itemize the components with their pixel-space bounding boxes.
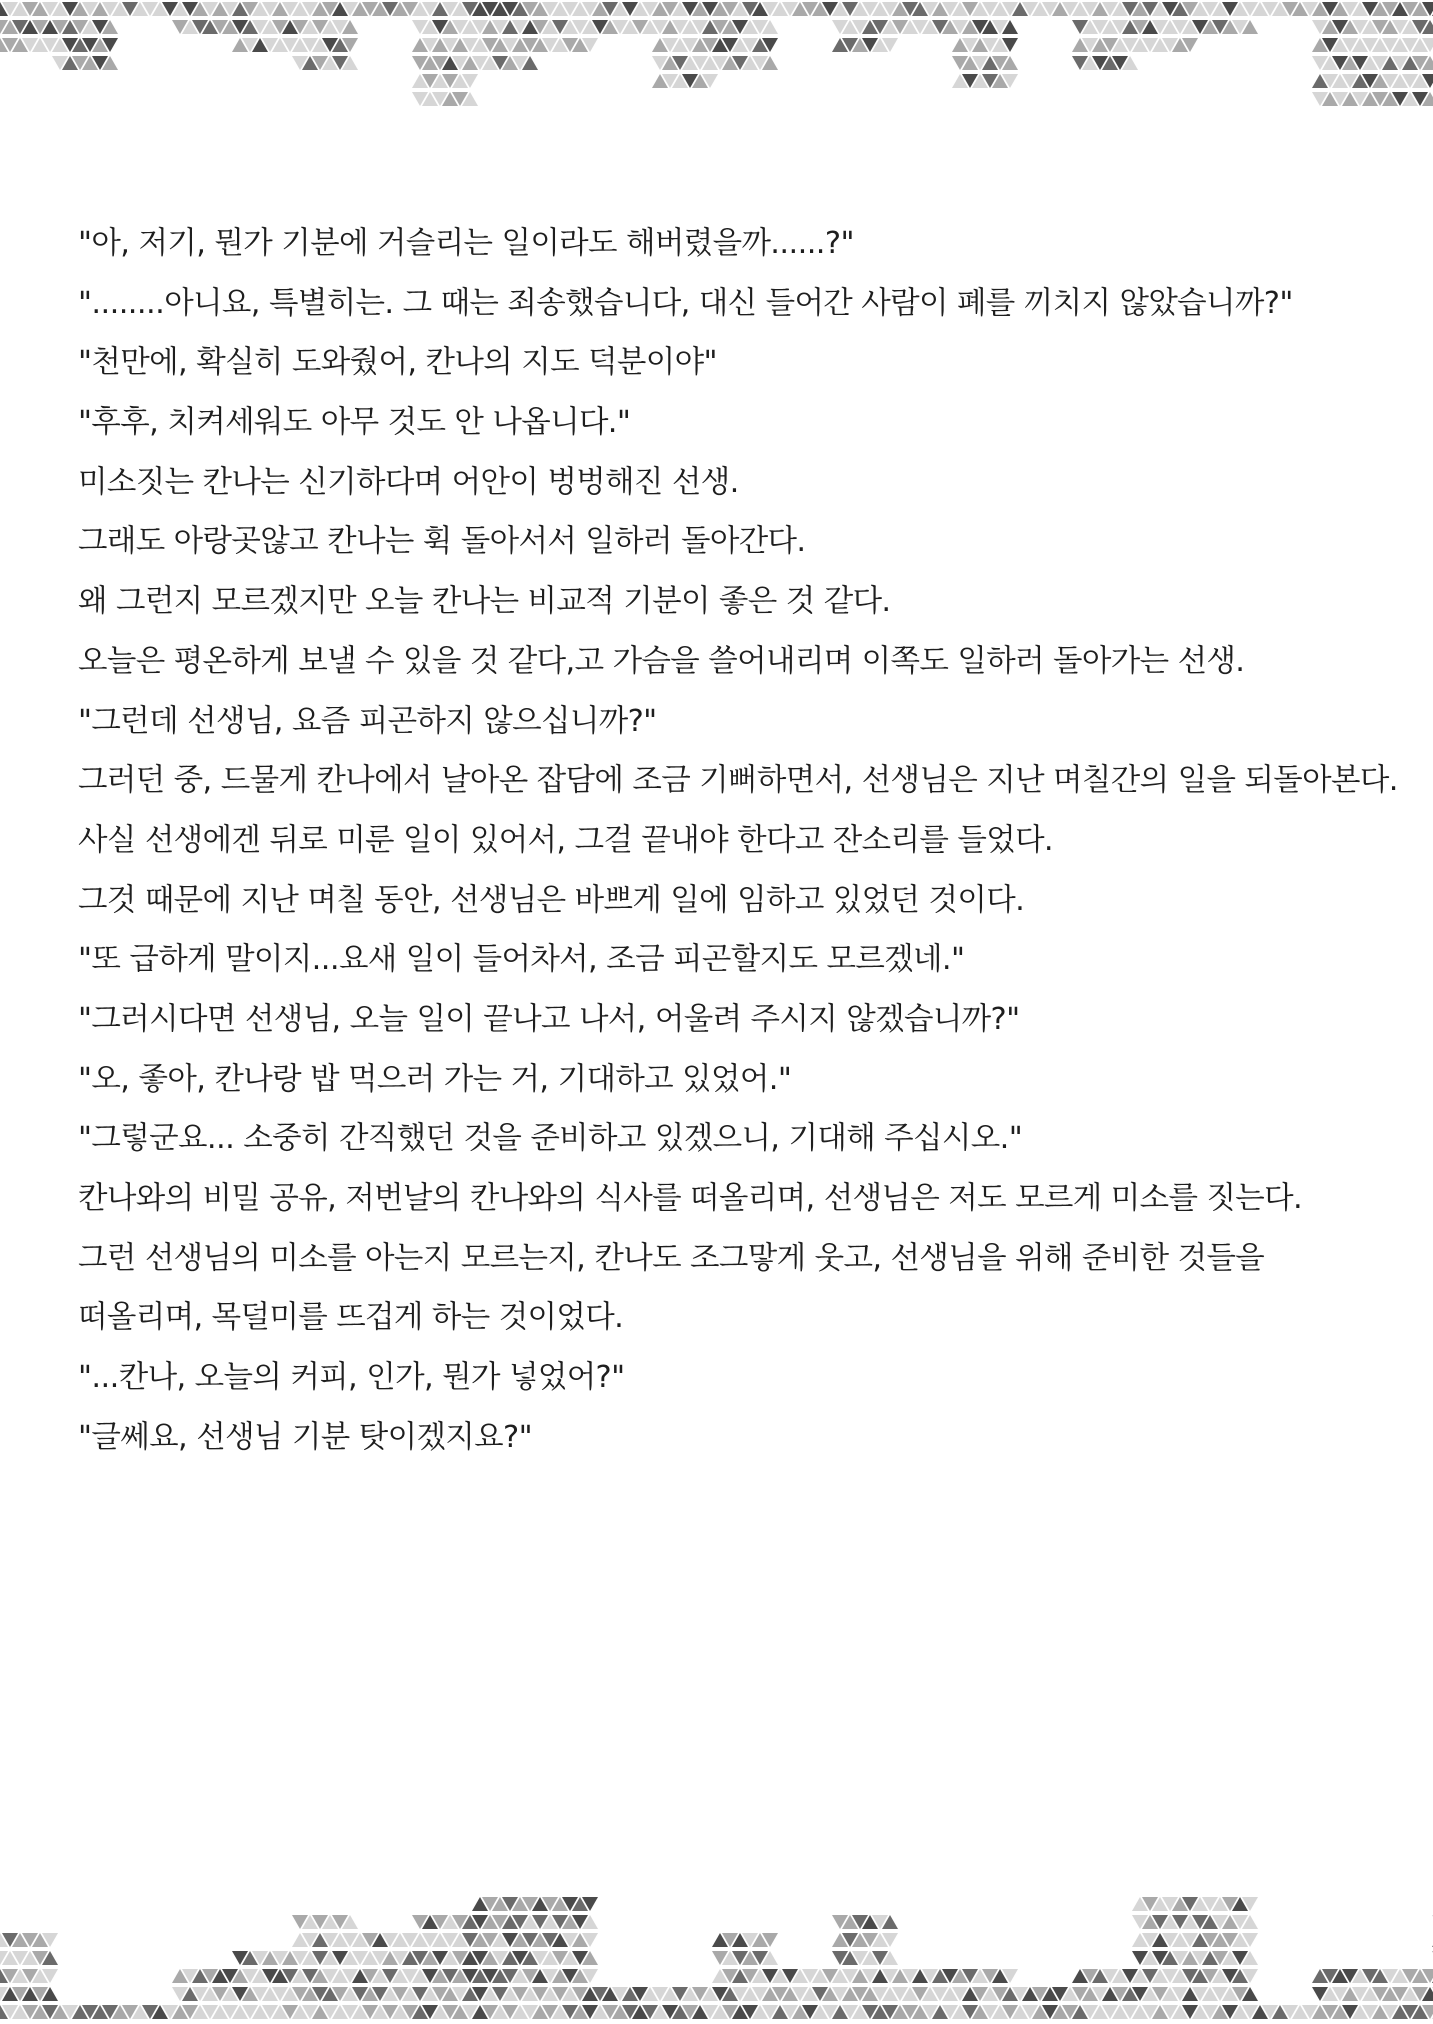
paragraph: "그런데 선생님, 요즘 피곤하지 않으십니까?" [78, 703, 657, 739]
paragraph: 떠올리며, 목덜미를 뜨겁게 하는 것이었다. [78, 1300, 624, 1336]
paragraph: "천만에, 확실히 도와줬어, 칸나의 지도 덕분이야" [78, 345, 717, 381]
story-text [78, 214, 1428, 1467]
paragraph: "...칸나, 오늘의 커피, 인가, 뭔가 넣었어?" [78, 1360, 625, 1396]
bottom-triangle-border-icon [0, 1895, 1433, 2024]
paragraph: 그래도 아랑곳않고 칸나는 휙 돌아서서 일하러 돌아간다. [78, 524, 806, 560]
paragraph: "후후, 치켜세워도 아무 것도 안 나옵니다." [78, 405, 631, 441]
top-triangle-border-icon [0, 0, 1433, 120]
paragraph: 오늘은 평온하게 보낼 수 있을 것 같다,고 가슴을 쓸어내리며 이쪽도 일하러 돌아가는 선생. [78, 643, 1245, 679]
paragraph: 미소짓는 칸나는 신기하다며 어안이 벙벙해진 선생. [78, 464, 739, 500]
paragraph: 그런 선생님의 미소를 아는지 모르는지, 칸나도 조그맣게 웃고, 선생님을 위해 준비한 것들을 [78, 1240, 1265, 1276]
paragraph: 칸나와의 비밀 공유, 저번날의 칸나와의 식사를 떠올리며, 선생님은 저도 모르게 미소를 짓는다. [78, 1181, 1303, 1216]
paragraph: "아, 저기, 뭔가 기분에 거슬리는 일이라도 해버렸을까......?" [78, 226, 854, 261]
paragraph: 그것 때문에 지난 며칠 동안, 선생님은 바쁘게 일에 임하고 있었던 것이다. [78, 882, 1025, 918]
paragraph: "오, 좋아, 칸나랑 밥 먹으러 가는 거, 기대하고 있었어." [78, 1061, 792, 1097]
paragraph: 왜 그런지 모르겠지만 오늘 칸나는 비교적 기분이 좋은 것 같다. [78, 584, 891, 620]
paragraph: "글쎄요, 선생님 기분 탓이겠지요?" [78, 1419, 533, 1455]
paragraph: 그러던 중, 드물게 칸나에서 날아온 잡담에 조금 기뻐하면서, 선생님은 지난 며칠간의 일을 되돌아본다. [78, 763, 1398, 799]
paragraph: "또 급하게 말이지...요새 일이 들어차서, 조금 피곤할지도 모르겠네." [78, 942, 965, 978]
paragraph: "그러시다면 선생님, 오늘 일이 끝나고 나서, 어울려 주시지 않겠습니까?" [78, 1001, 1020, 1037]
paragraph: "........아니요, 특별히는. 그 때는 죄송했습니다, 대신 들어간 사람이 폐를 끼치지 않았습니까?" [78, 285, 1293, 321]
paragraph: "그렇군요... 소중히 간직했던 것을 준비하고 있겠으니, 기대해 주십시오." [78, 1121, 1023, 1157]
paragraph: 사실 선생에겐 뒤로 미룬 일이 있어서, 그걸 끝내야 한다고 잔소리를 들었다. [78, 822, 1054, 858]
